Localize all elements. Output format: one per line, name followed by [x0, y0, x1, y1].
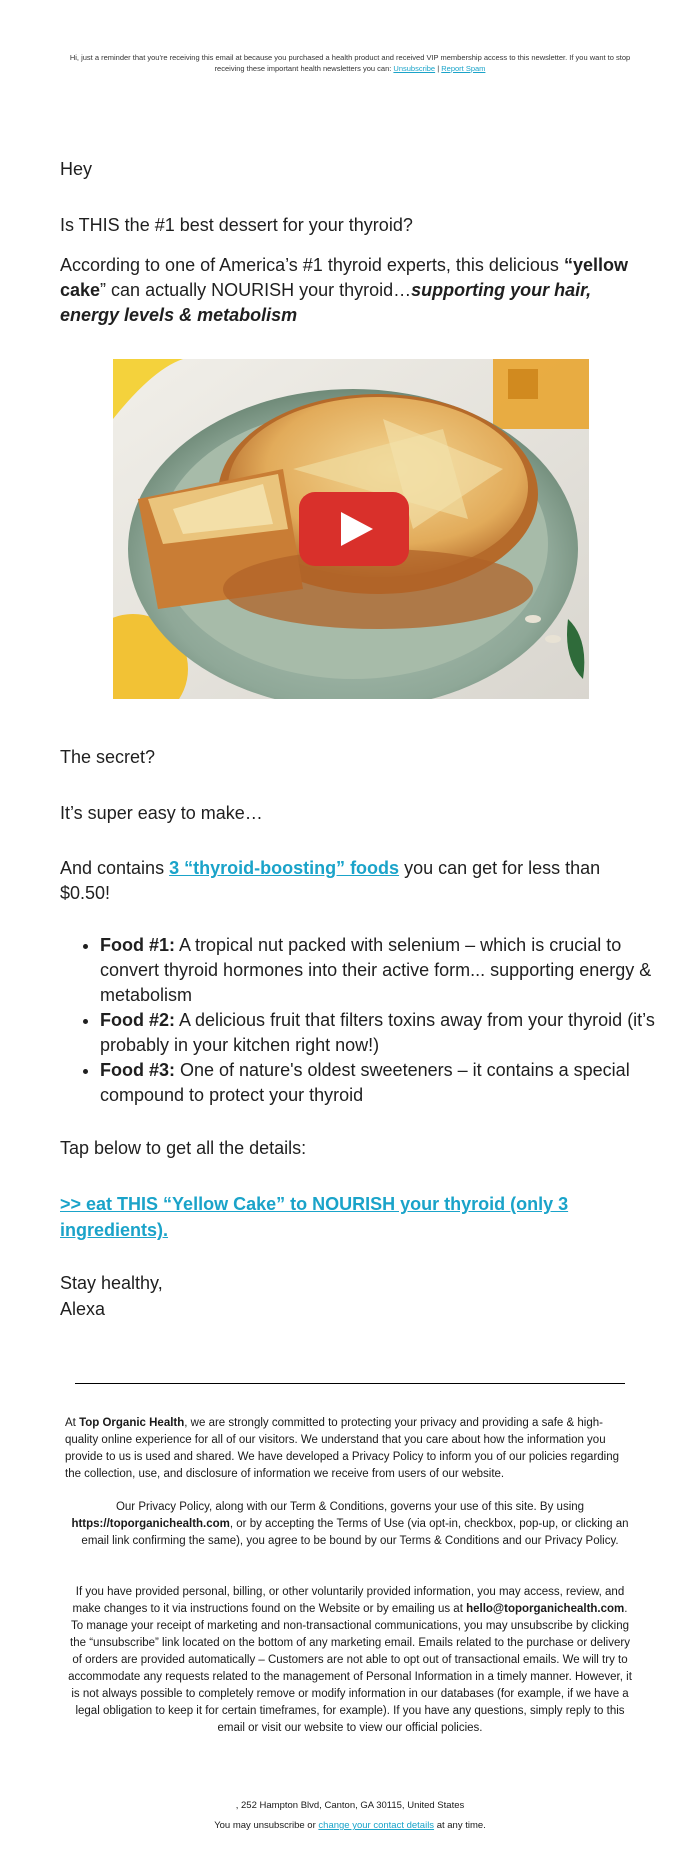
headline: Is THIS the #1 best dessert for your thyroid?	[60, 215, 413, 235]
list-item	[100, 1008, 680, 1058]
intro-bold: “yellow cake	[60, 255, 628, 300]
intro-text-1: According to one of America’s #1 thyroid experts, this delicious	[60, 255, 564, 275]
cta-link[interactable]: >> eat THIS “Yellow Cake” to NOURISH your thyroid (only 3 ingredients).	[60, 1194, 569, 1240]
video-image	[113, 359, 589, 699]
legal-text: At	[65, 1417, 80, 1429]
footer-text: You may unsubscribe or	[214, 1820, 319, 1831]
legal-text: If you have provided personal, billing, or other voluntarily provided information, you may access, review, and make changes to it via instructions found on the Website or by emailing us at	[72, 1586, 625, 1615]
foods-list	[60, 933, 680, 1108]
preheader	[60, 52, 640, 74]
intro-bold-italic: supporting your hair, energy levels & metabolism	[60, 280, 592, 325]
food-text: A delicious fruit that filters toxins away from your thyroid (it’s probably in your kitchen right now!)	[100, 1010, 655, 1055]
intro-text-2: ” can actually NOURISH your thyroid…	[100, 280, 412, 300]
list-item	[100, 933, 680, 1008]
food-label: Food #2:	[100, 1010, 175, 1030]
footer-unsubscribe	[60, 1819, 640, 1833]
legal-paragraph-1	[65, 1415, 635, 1483]
greeting: Hey	[60, 159, 93, 179]
footer-text: at any time.	[434, 1820, 486, 1831]
divider	[75, 1383, 625, 1384]
video-thumbnail[interactable]	[113, 359, 589, 699]
signoff-line2: Alexa	[60, 1299, 106, 1319]
legal-text: , we are strongly committed to protecting your privacy and providing a safe & high-quality online experience for all of our visitors. We understand that you care about how the information you provide to us is used and shared. We have developed a Privacy Policy to inform you of our policies regarding the collection, use, and disclosure of information we receive from users of our website.	[65, 1417, 620, 1480]
legal-text: , or by accepting the Terms of Use (via opt-in, checkbox, pop-up, or clicking an email link confirming the same), you agree to be bound by our Terms & Conditions and our Privacy Policy.	[81, 1518, 629, 1547]
report-spam-link[interactable]: Report Spam	[441, 64, 486, 73]
food-label: Food #1:	[100, 935, 175, 955]
preheader-text: Hi, just a reminder that you're receiving this email at because you purchased a health product and received VIP membership access to this newsletter. If you want to stop receiving these important health newsletters you can:	[69, 53, 631, 73]
cta	[60, 1191, 640, 1243]
food-label: Food #3:	[100, 1060, 175, 1080]
preheader-separator: |	[435, 64, 442, 73]
footer-address: , 252 Hampton Blvd, Canton, GA 30115, United States	[235, 1800, 465, 1811]
legal-text: Our Privacy Policy, along with our Term & Conditions, governs your use of this site. By using	[115, 1501, 585, 1513]
contains-text-2: you can get for less than $0.50!	[60, 858, 601, 903]
site-url: https://toporganichealth.com	[71, 1518, 230, 1530]
food-text: One of nature's oldest sweeteners – it contains a special compound to protect your thyroid	[100, 1060, 630, 1105]
intro-paragraph	[60, 253, 640, 328]
list-item	[100, 1058, 680, 1108]
contains-paragraph	[60, 856, 640, 906]
secret-text: The secret?	[60, 747, 156, 767]
legal-paragraph-2	[65, 1499, 635, 1550]
legal-paragraph-3	[65, 1584, 635, 1737]
legal-text: . To manage your receipt of marketing and non-transactional communications, you may unsubscribe by clicking the “unsubscribe” link located on the bottom of any marketing email. Emails related to the purchase or delivery of orders are provided automatically – Customers are not able to opt out of transactional emails. We will try to accommodate any requests related to the management of Personal Information in a timely manner. However, it is not always possible to completely remove or modify information in our databases (for example, if we have a legal obligation to keep it for certain timeframes, for example). If you have any questions, simply reply to this email or visit our website to view our official policies.	[68, 1603, 632, 1734]
thyroid-foods-link[interactable]: 3 “thyroid-boosting” foods	[169, 858, 400, 878]
contact-email: hello@toporganichealth.com	[466, 1603, 625, 1615]
brand-name: Top Organic Health	[79, 1417, 185, 1429]
easy-text: It’s super easy to make…	[60, 803, 263, 823]
food-text: A tropical nut packed with selenium – which is crucial to convert thyroid hormones into their active form... supporting energy & metabolism	[100, 935, 652, 1005]
contains-text-1: And contains	[60, 858, 170, 878]
signoff-line1: Stay healthy,	[60, 1273, 163, 1293]
unsubscribe-link[interactable]: Unsubscribe	[393, 64, 436, 73]
tap-text: Tap below to get all the details:	[60, 1138, 307, 1158]
change-contact-details-link[interactable]: change your contact details	[318, 1820, 435, 1831]
